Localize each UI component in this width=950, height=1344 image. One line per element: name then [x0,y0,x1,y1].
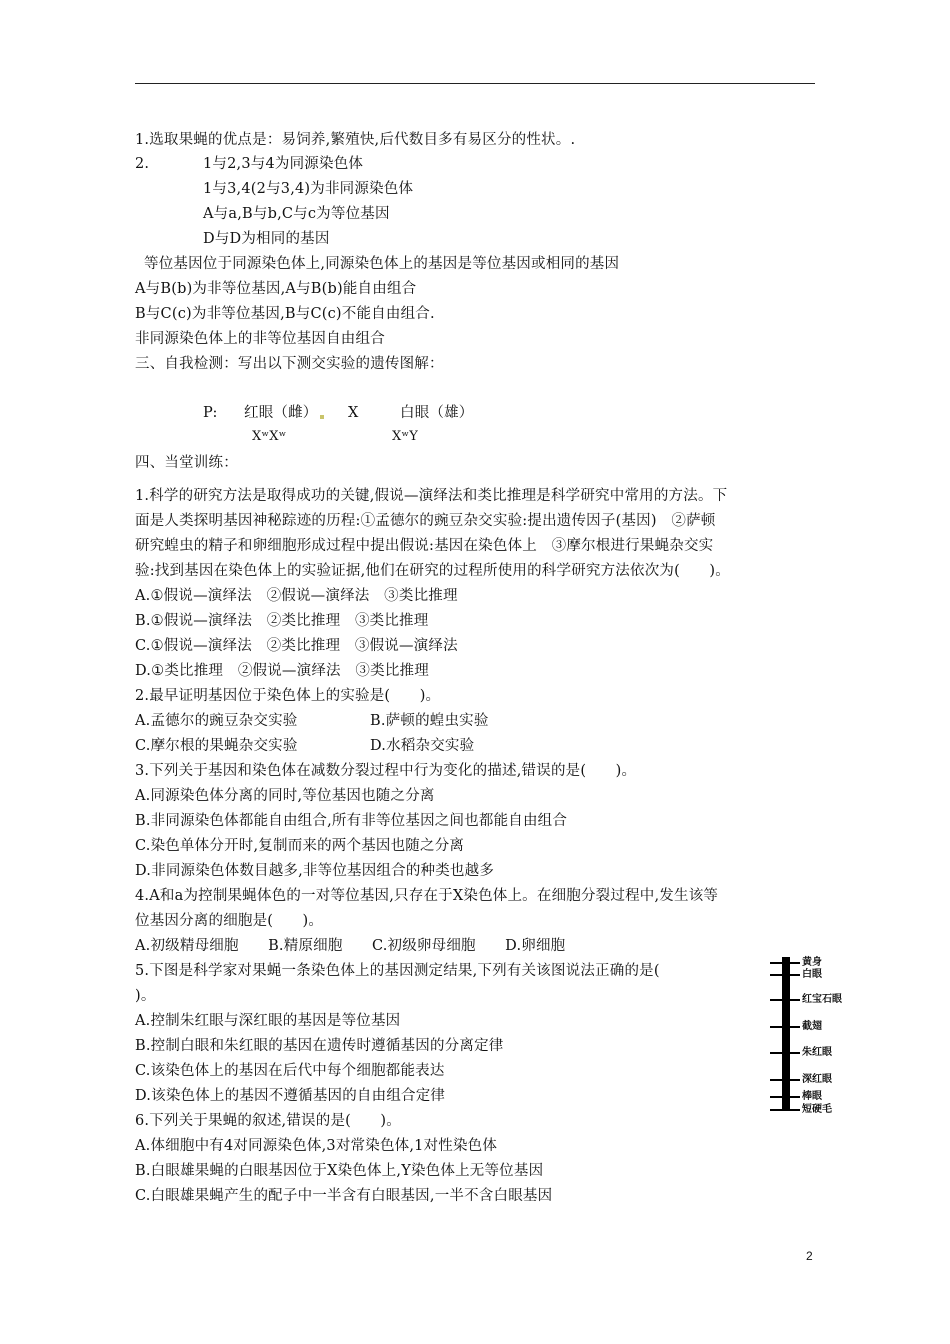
text-line: A与a,B与b,C与c为等位基因 [203,206,390,222]
text-line: 1.科学的研究方法是取得成功的关键,假说—演绎法和类比推理是科学研究中常用的方法。下 [135,488,728,504]
text-line: A.同源染色体分离的同时,等位基因也随之分离 [135,788,435,804]
text-line: 4.A和a为控制果蝇体色的一对等位基因,只存在于X染色体上。在细胞分裂过程中,发生该等 [135,888,719,904]
gene-label: 红宝石眼 [802,994,842,1005]
text-line: 非同源染色体上的非等位基因自由组合 [135,331,385,347]
cross-female-label: 红眼（雌） [244,404,324,422]
text-line: 5.下图是科学家对果蝇一条染色体上的基因测定结果,下列有关该图说法正确的是( [135,963,660,979]
text-line: C.该染色体上的基因在后代中每个细胞都能表达 [135,1063,445,1079]
text-line: C.摩尔根的果蝇杂交实验 [135,738,298,754]
gene-tick [770,999,800,1001]
cross-male-label: 白眼（雄） [400,405,474,421]
text-line: A.初级精母细胞 B.精原细胞 C.初级卵母细胞 D.卵细胞 [135,938,566,954]
page-number: 2 [806,1249,813,1263]
text-line: 位基因分离的细胞是( )。 [135,913,324,929]
gene-tick [770,962,800,964]
gene-label: 白眼 [802,969,822,980]
gene-tick [770,1026,800,1028]
text-line: B.非同源染色体都能自由组合,所有非等位基因之间也都能自由组合 [135,813,568,829]
gene-label: 棒眼 [802,1091,822,1102]
text-line: )。 [135,988,156,1004]
chromosome-bar [782,957,790,1109]
text-line: C.白眼雄果蝇产生的配子中一半含有白眼基因,一半不含白眼基因 [135,1188,553,1204]
gene-tick [770,974,800,976]
text-line: B.白眼雄果蝇的白眼基因位于X染色体上,Y染色体上无等位基因 [135,1163,544,1179]
cross-male-genotype: XʷY [392,429,419,444]
text-line: 验:找到基因在染色体上的实验证据,他们在研究的过程所使用的科学研究方法依次为( )。 [135,563,730,579]
text-line: D.①类比推理 ②假说—演绎法 ③类比推理 [135,663,429,679]
text-line: 6.下列关于果蝇的叙述,错误的是( )。 [135,1113,401,1129]
text-line: 1与2,3与4为同源染色体 [203,156,364,172]
text-line: A与B(b)为非等位基因,A与B(b)能自由组合 [135,281,417,297]
text-line: 四、当堂训练： [135,455,238,471]
text-line: 三、自我检测：写出以下测交实验的遗传图解： [135,356,444,372]
text-line: 3.下列关于基因和染色体在减数分裂过程中行为变化的描述,错误的是( )。 [135,763,637,779]
gene-label: 深红眼 [802,1074,832,1085]
gene-tick [770,1052,800,1054]
text-line: 研究蝗虫的精子和卵细胞形成过程中提出假说:基因在染色体上 ③摩尔根进行果蝇杂交实 [135,538,714,554]
text-line: C.①假说—演绎法 ②类比推理 ③假说—演绎法 [135,638,458,654]
text-line: D.水稻杂交实验 [370,738,475,754]
text-line: 2. [135,156,150,172]
gene-label: 朱红眼 [802,1047,832,1058]
text-line: B.萨顿的蝗虫实验 [370,713,489,729]
cross-x-symbol: X [348,405,359,421]
text-line: 面是人类探明基因神秘踪迹的历程:①孟德尔的豌豆杂交实验:提出遗传因子(基因) ②萨顿 [135,513,716,529]
gene-tick [770,1109,800,1111]
text-line: D.非同源染色体数目越多,非等位基因组合的种类也越多 [135,863,495,879]
text-line: C.染色单体分开时,复制而来的两个基因也随之分离 [135,838,465,854]
gene-label: 截翅 [802,1021,822,1032]
text-line: 1.选取果蝇的优点是：易饲养,繁殖快,后代数目多有易区分的性状。. [135,132,576,148]
gene-tick [770,1079,800,1081]
cross-p-label: P: [203,405,218,421]
text-line: B.控制白眼和朱红眼的基因在遗传时遵循基因的分离定律 [135,1038,504,1054]
text-line: 1与3,4(2与3,4)为非同源染色体 [203,181,414,197]
text-line: A.孟德尔的豌豆杂交实验 [135,713,298,729]
text-line: A.控制朱红眼与深红眼的基因是等位基因 [135,1013,401,1029]
gene-label: 短硬毛 [802,1104,832,1115]
text-line: 2.最早证明基因位于染色体上的实验是( )。 [135,688,441,704]
gene-tick [770,1096,800,1098]
text-line: B.①假说—演绎法 ②类比推理 ③类比推理 [135,613,429,629]
header-rule [135,83,815,84]
text-line: B与C(c)为非等位基因,B与C(c)不能自由组合. [135,306,435,322]
cross-female-genotype: XʷXʷ [252,429,287,444]
gene-label: 黄身 [802,957,822,968]
text-line: A.体细胞中有4对同源染色体,3对常染色体,1对性染色体 [135,1138,498,1154]
text-line: D.该染色体上的基因不遵循基因的自由组合定律 [135,1088,446,1104]
text-line: A.①假说—演绎法 ②假说—演绎法 ③类比推理 [135,588,458,604]
text-line: D与D为相同的基因 [203,231,330,247]
text-line: 等位基因位于同源染色体上,同源染色体上的基因是等位基因或相同的基因 [144,256,620,272]
